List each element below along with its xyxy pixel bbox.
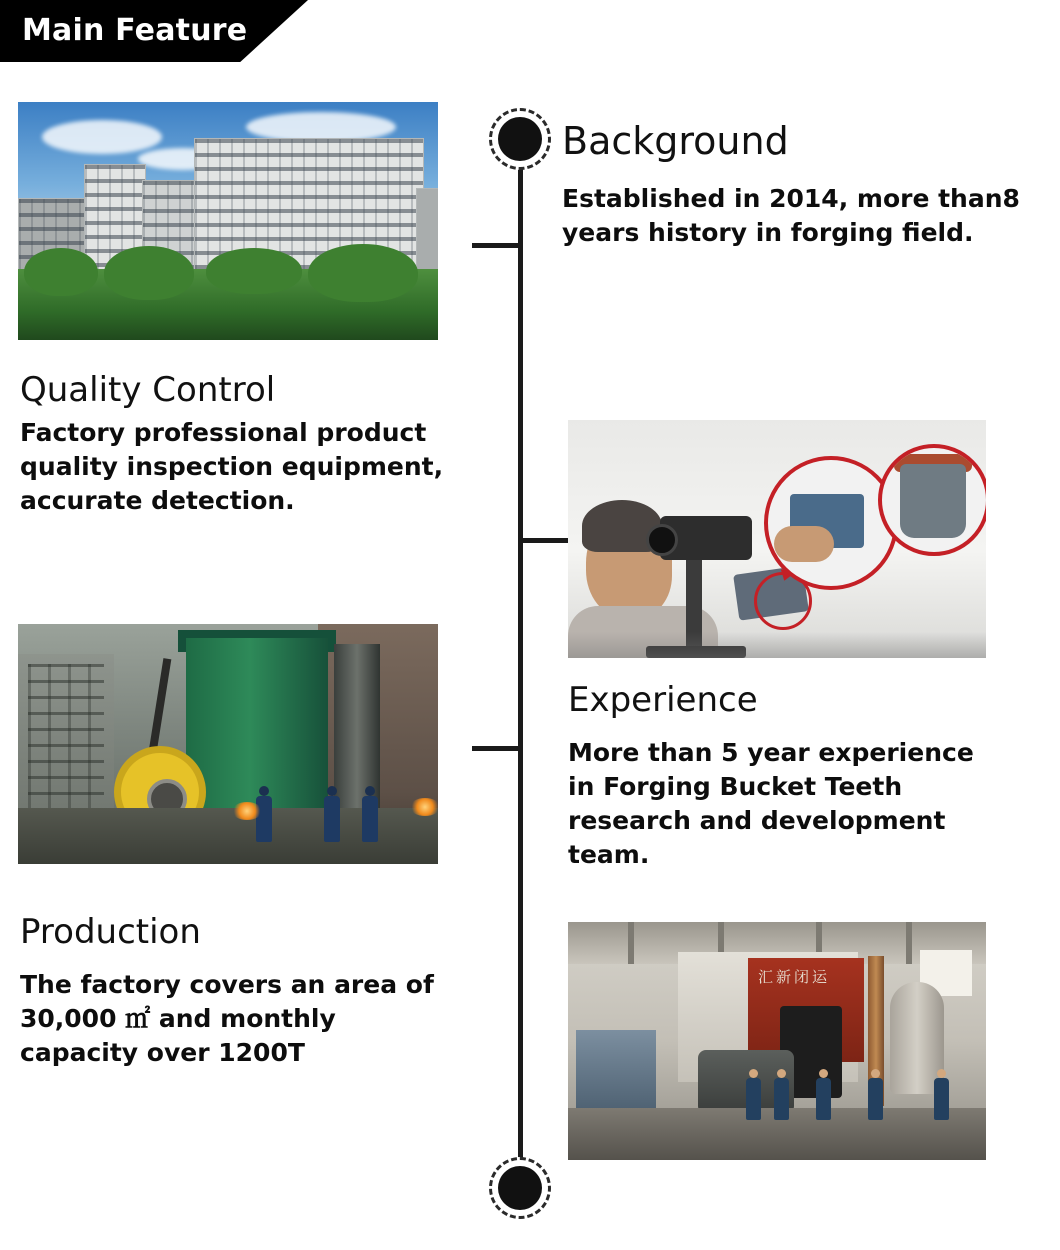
hot-metal-glow: [232, 802, 262, 820]
section-quality-control: [20, 370, 506, 518]
timeline-vertical-line: [518, 140, 523, 1188]
tree-shape: [24, 248, 98, 296]
section-experience: [568, 680, 988, 872]
factory-workshop-photo: [568, 922, 986, 1160]
experience-text: More than 5 year experience in Forging Bucket Teeth research and development team.: [568, 738, 974, 869]
timeline-branch-quality: [472, 243, 520, 248]
tree-shape: [206, 248, 302, 294]
worker-figure: [324, 796, 340, 842]
hot-metal-glow: [410, 798, 438, 816]
production-text: The factory covers an area of 30,000 ㎡ and monthly capacity over 1200T: [20, 970, 434, 1067]
quality-control-text: Factory professional product quality inspection equipment, accurate detection.: [20, 418, 444, 515]
worker-figure: [934, 1078, 949, 1120]
detail-callout-2: [878, 444, 986, 556]
callout-machine: [900, 464, 966, 538]
timeline-branch-production: [472, 746, 520, 751]
forging-press-photo: [18, 624, 438, 864]
office-building-photo: [18, 102, 438, 340]
roof-beam: [628, 922, 634, 964]
timeline-node-dot: [498, 1166, 542, 1210]
worker-figure: [362, 796, 378, 842]
section-background: [562, 118, 1032, 250]
background-heading: Background: [562, 119, 789, 163]
detail-callout-1: [764, 456, 898, 590]
experience-heading: Experience: [568, 680, 758, 720]
quality-inspection-photo: [568, 420, 986, 658]
main-feature-banner: [0, 0, 308, 62]
blue-machine: [576, 1030, 656, 1110]
timeline-start-node-icon: [489, 108, 551, 170]
timeline-branch-experience: [518, 538, 570, 543]
tree-shape: [308, 244, 418, 302]
workshop-sign-text: 汇新闭运: [758, 968, 831, 986]
worker-figure: [816, 1078, 831, 1120]
cloud-shape: [42, 120, 162, 154]
worker-figure: [868, 1078, 883, 1120]
page-title: Main Feature: [22, 13, 248, 48]
background-text: Established in 2014, more than8 years history in forging field.: [562, 184, 1020, 247]
worker-figure: [774, 1078, 789, 1120]
section-production: [20, 912, 450, 1070]
worker-figure: [746, 1078, 761, 1120]
timeline-end-node-icon: [489, 1157, 551, 1219]
tree-shape: [104, 246, 194, 300]
worker-figure: [256, 796, 272, 842]
quality-control-heading: Quality Control: [20, 370, 276, 410]
machine-grid-pattern: [28, 664, 104, 824]
production-heading: Production: [20, 912, 201, 952]
callout-hand: [774, 526, 834, 562]
timeline-node-dot: [498, 117, 542, 161]
device-lens-icon: [646, 524, 678, 556]
photo-shadow: [568, 632, 986, 658]
left-machine: [18, 654, 114, 834]
roof-beam: [906, 922, 912, 964]
